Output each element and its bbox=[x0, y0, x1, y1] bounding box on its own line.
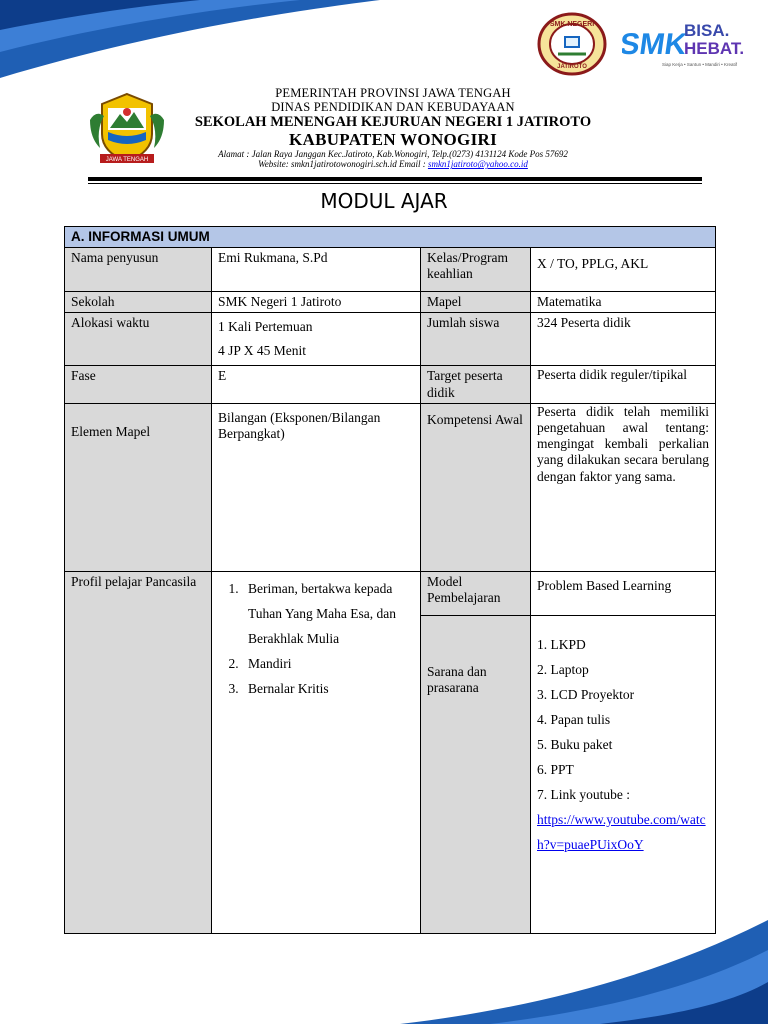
bottom-right-swoosh bbox=[400, 920, 768, 1024]
website-text: Website: smkn1jatirotowonogiri.sch.id Email : bbox=[258, 159, 428, 170]
nama-penyusun-label: Nama penyusun bbox=[65, 248, 212, 292]
elemen-mapel-label: Elemen Mapel bbox=[65, 403, 212, 571]
letterhead-line-3: SEKOLAH MENENGAH KEJURUAN NEGERI 1 JATIROTO bbox=[194, 114, 592, 130]
youtube-link-item bbox=[537, 807, 709, 857]
smk-bisa-hebat-logo bbox=[622, 14, 758, 72]
top-left-swoosh bbox=[0, 0, 380, 80]
sarana-item-6: 6. PPT bbox=[537, 761, 574, 777]
province-logo bbox=[86, 90, 168, 168]
letterhead-address: Alamat : Jalan Raya Janggan Kec.Jatiroto, Kab.Wonogiri, Telp.(0273) 4131124 Kode Pos 57692 bbox=[218, 149, 568, 160]
bisa-logo-tagline: Siap Kerja • Santun • Mandiri • Kreatif bbox=[662, 62, 738, 67]
alokasi-waktu-label: Alokasi waktu bbox=[65, 313, 212, 366]
sarana-list bbox=[537, 632, 709, 857]
smk-logo-subtext: JATIROTO bbox=[557, 64, 587, 70]
bisa-logo-bisa: BISA. bbox=[684, 21, 730, 40]
target-label: Target peserta didik bbox=[421, 366, 531, 403]
youtube-link[interactable]: https://www.youtube.com/watch?v=puaePUixOoY bbox=[537, 811, 706, 852]
sekolah-label: Sekolah bbox=[65, 292, 212, 313]
jumlah-siswa-label: Jumlah siswa bbox=[421, 313, 531, 366]
jumlah-siswa-value: 324 Peserta didik bbox=[531, 313, 716, 366]
nama-penyusun-value: Emi Rukmana, S.Pd bbox=[212, 248, 421, 292]
profil-pancasila-label: Profil pelajar Pancasila bbox=[65, 571, 212, 933]
letterhead-divider-thin bbox=[88, 183, 702, 184]
kompetensi-awal-label: Kompetensi Awal bbox=[421, 403, 531, 571]
document-title: MODUL AJAR bbox=[320, 189, 448, 213]
sarana-item-7: 7. Link youtube : bbox=[537, 786, 630, 802]
profil-item-3: 3. Bernalar Kritis bbox=[242, 676, 414, 701]
sarana-prasarana-label: Sarana dan prasarana bbox=[421, 615, 531, 933]
target-value: Peserta didik reguler/tipikal bbox=[531, 366, 716, 403]
section-a-header: A. INFORMASI UMUM bbox=[65, 227, 716, 248]
profil-pancasila-value bbox=[212, 571, 421, 933]
alokasi-pertemuan: 1 Kali Pertemuan bbox=[218, 319, 313, 335]
letterhead-line-4: KABUPATEN WONOGIRI bbox=[288, 130, 497, 150]
province-logo-banner: JAWA TENGAH bbox=[105, 157, 149, 163]
profil-list bbox=[218, 576, 414, 701]
alokasi-waktu-value bbox=[212, 313, 421, 366]
sarana-item-5: 5. Buku paket bbox=[537, 736, 613, 752]
fase-value: E bbox=[212, 366, 421, 403]
profil-item-2: 2. Mandiri bbox=[242, 651, 414, 676]
bisa-logo-hebat: HEBAT. bbox=[684, 39, 745, 58]
kompetensi-awal-value bbox=[531, 403, 716, 571]
model-pembelajaran-value: Problem Based Learning bbox=[531, 571, 716, 615]
letterhead bbox=[176, 86, 610, 169]
sarana-prasarana-value bbox=[531, 615, 716, 933]
smk-logo-text: SMK NEGERI bbox=[549, 21, 595, 28]
letterhead-divider-thick bbox=[88, 177, 702, 181]
letterhead-line-1: PEMERINTAH PROVINSI JAWA TENGAH bbox=[275, 86, 511, 100]
mapel-label: Mapel bbox=[421, 292, 531, 313]
profil-item-1: 1. Beriman, bertakwa kepada Tuhan Yang Maha Esa, dan Berakhlak Mulia bbox=[242, 576, 414, 651]
sarana-item-2: 2. Laptop bbox=[537, 661, 589, 677]
smk-negeri-logo bbox=[536, 12, 608, 76]
sarana-item-1: 1. LKPD bbox=[537, 636, 586, 652]
mapel-value: Matematika bbox=[531, 292, 716, 313]
kelas-value: X / TO, PPLG, AKL bbox=[531, 248, 716, 292]
sarana-item-4: 4. Papan tulis bbox=[537, 711, 611, 727]
kompetensi-text: Peserta didik telah memiliki pengetahuan awal tentang: mengingat kembali perkalian yang dilakukan secara berulang bbox=[537, 403, 709, 468]
fase-label: Fase bbox=[65, 366, 212, 403]
kelas-label: Kelas/Program keahlian bbox=[421, 248, 531, 292]
elemen-mapel-value: Bilangan (Eksponen/Bilangan Berpangkat) bbox=[212, 403, 421, 571]
informasi-umum-table bbox=[64, 226, 716, 934]
model-pembelajaran-label: Model Pembelajaran bbox=[421, 571, 531, 615]
letterhead-contact bbox=[176, 159, 610, 169]
alokasi-jp: 4 JP X 45 Menit bbox=[218, 343, 307, 359]
sekolah-value: SMK Negeri 1 Jatiroto bbox=[212, 292, 421, 313]
kompetensi-text-last: dengan faktor yang sama. bbox=[537, 468, 676, 484]
sarana-item-3: 3. LCD Proyektor bbox=[537, 686, 635, 702]
bisa-logo-smk: SMK bbox=[622, 28, 689, 61]
email-link[interactable]: smkn1jatiroto@yahoo.co.id bbox=[427, 159, 528, 170]
letterhead-line-2: DINAS PENDIDIKAN DAN KEBUDAYAAN bbox=[271, 100, 515, 114]
